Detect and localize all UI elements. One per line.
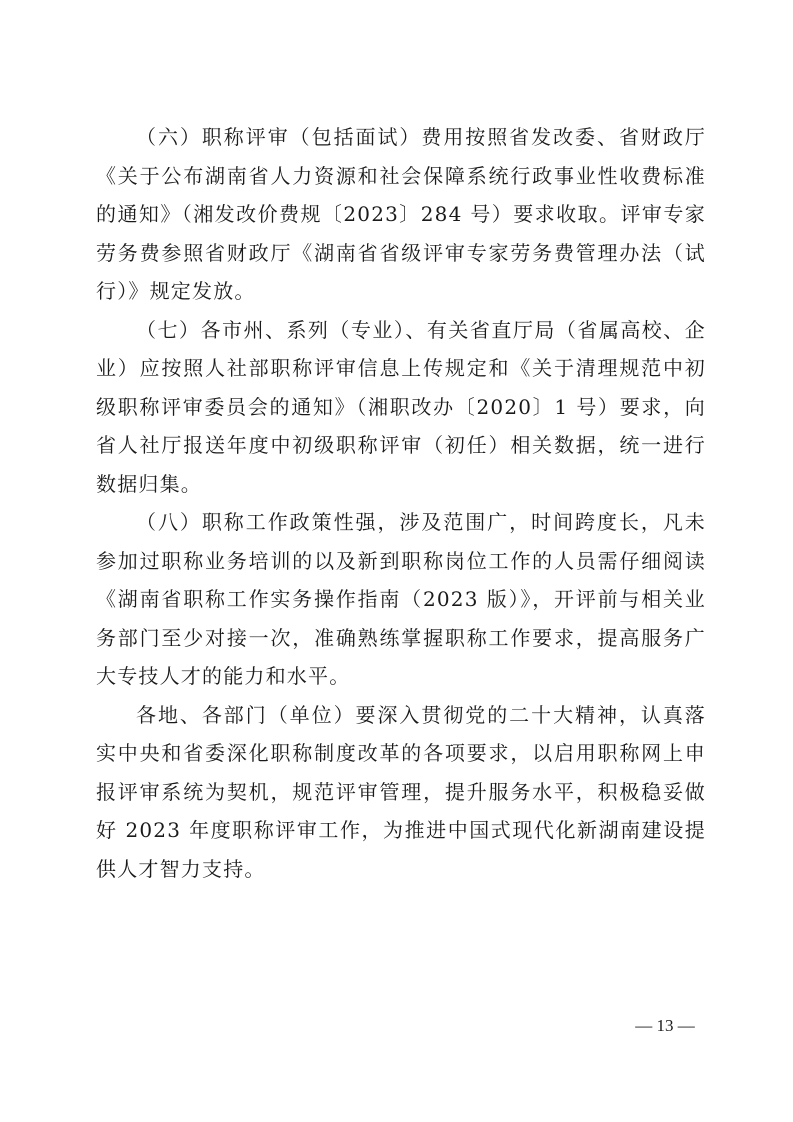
document-body	[96, 118, 706, 888]
paragraph-item-eight: （八）职称工作政策性强，涉及范围广，时间跨度长，凡未参加过职称业务培训的以及新到职称岗位工作的人员需仔细阅读《湖南省职称工作实务操作指南（2023 版）》，开评前与相关业务部门至少对接一次，准确熟练掌握职称工作要求，提高服务广大专技人才的能力和水平。	[96, 510, 706, 688]
paragraph-item-seven: （七）各市州、系列（专业）、有关省直厅局（省属高校、企业）应按照人社部职称评审信息上传规定和《关于清理规范中初级职称评审委员会的通知》（湘职改办〔2020〕1 号）要求，向省人社厅报送年度中初级职称评审（初任）相关数据，统一进行数据归集。	[96, 317, 706, 496]
page-number: — 13 —	[635, 1016, 695, 1035]
paragraph-item-six: （六）职称评审（包括面试）费用按照省发改委、省财政厅《关于公布湖南省人力资源和社会保障系统行政事业性收费标准的通知》（湘发改价费规〔2023〕284 号）要求收取。评审专家劳务费参照省财政厅《湖南省省级评审专家劳务费管理办法（试行）》规定发放。	[96, 125, 706, 303]
paragraph-closing: 各地、各部门（单位）要深入贯彻党的二十大精神，认真落实中央和省委深化职称制度改革的各项要求，以启用职称网上申报评审系统为契机，规范评审管理，提升服务水平，积极稳妥做好 2023 年度职称评审工作，为推进中国式现代化新湖南建设提供人才智力支持。	[96, 702, 706, 881]
